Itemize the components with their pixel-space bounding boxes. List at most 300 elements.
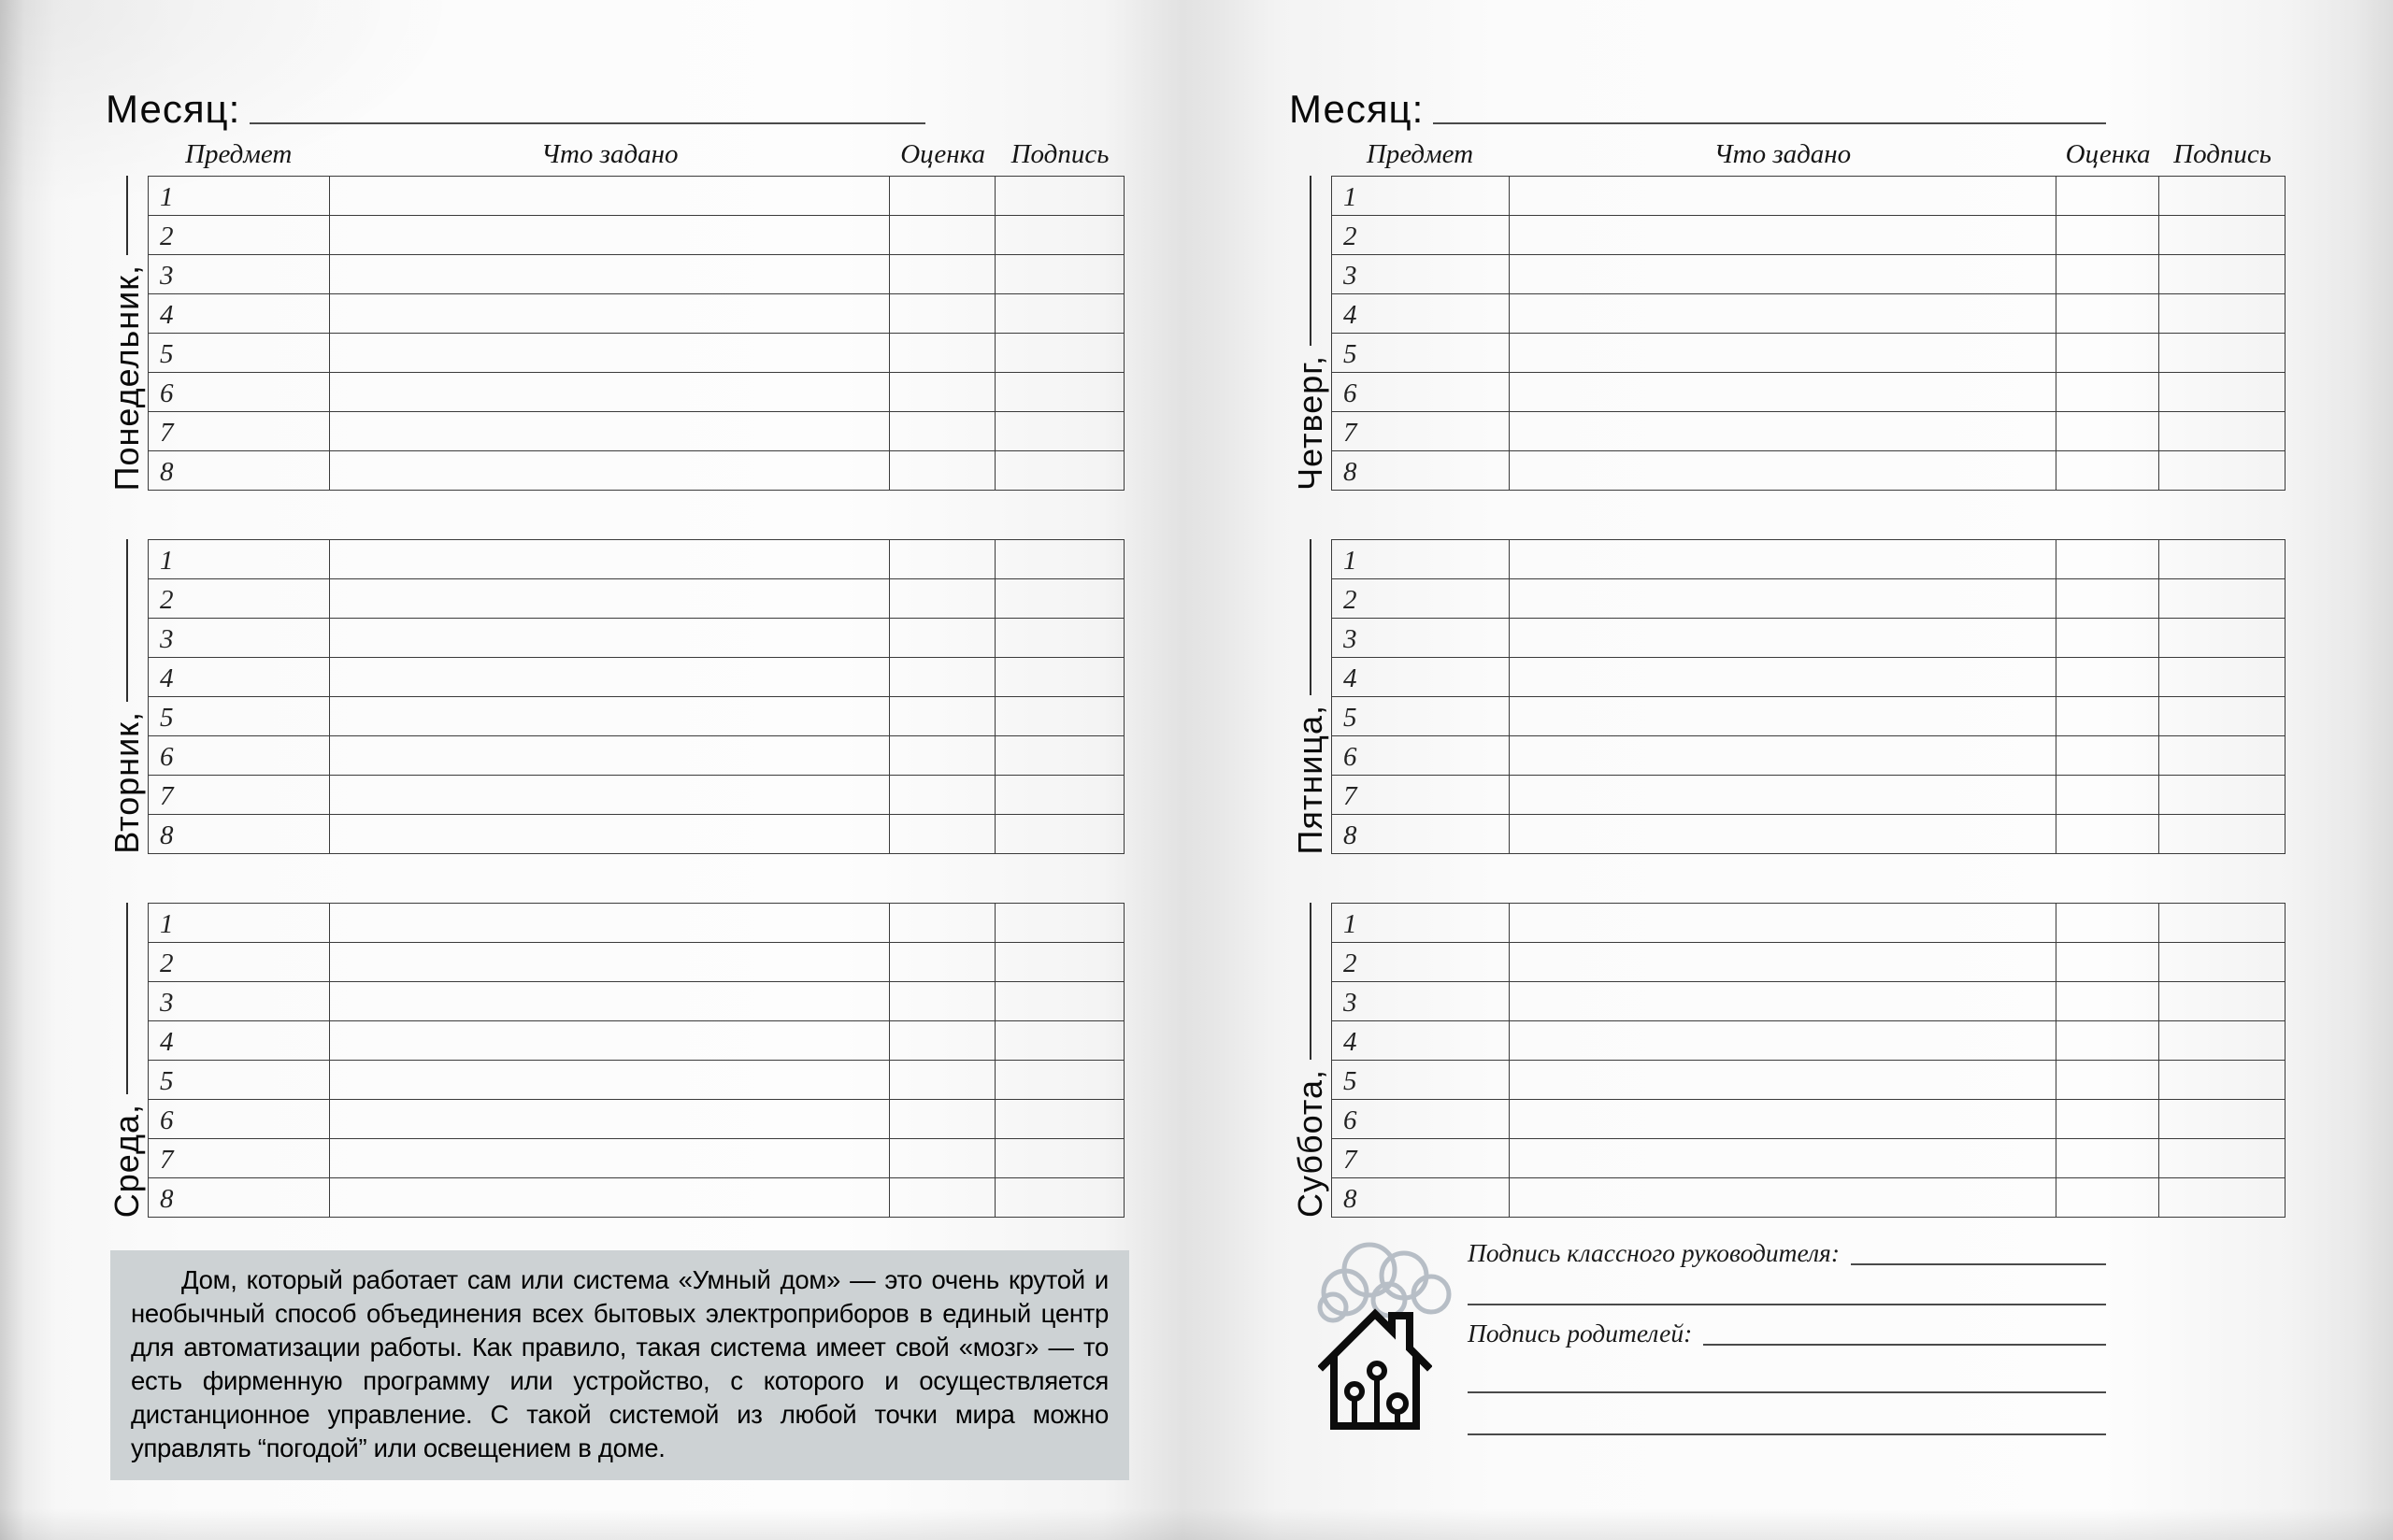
column-headers: [1331, 138, 2286, 170]
signature-cell[interactable]: [2159, 1100, 2286, 1139]
period-number: 2: [1343, 585, 1357, 615]
lesson-row: [1332, 255, 2286, 294]
parents-signature-line-2[interactable]: [1468, 1391, 2106, 1393]
signature-cell[interactable]: [2159, 412, 2286, 451]
signature-cell[interactable]: [2159, 815, 2286, 854]
signature-cell[interactable]: [2159, 776, 2286, 815]
grade-cell[interactable]: [2056, 540, 2159, 579]
signature-cell[interactable]: [996, 255, 1125, 294]
period-number: 6: [160, 378, 174, 408]
signature-cell[interactable]: [2159, 736, 2286, 776]
grade-cell[interactable]: [890, 982, 996, 1021]
signature-cell[interactable]: [2159, 943, 2286, 982]
homework-cell[interactable]: [330, 294, 890, 334]
subject-cell[interactable]: [149, 373, 330, 412]
homework-cell[interactable]: [1509, 1061, 2056, 1100]
homework-cell[interactable]: [330, 373, 890, 412]
homework-cell[interactable]: [1509, 334, 2056, 373]
grade-cell[interactable]: [2056, 658, 2159, 697]
lesson-row: [149, 1139, 1125, 1178]
subject-cell[interactable]: [149, 982, 330, 1021]
signature-cell[interactable]: [996, 540, 1125, 579]
month-input-line[interactable]: [1433, 122, 2106, 124]
grade-cell[interactable]: [2056, 255, 2159, 294]
homework-cell[interactable]: [330, 451, 890, 491]
lesson-row: [1332, 216, 2286, 255]
signature-cell[interactable]: [2159, 1061, 2286, 1100]
lesson-row: [149, 373, 1125, 412]
day-schedule-saturday: [1289, 903, 2286, 1218]
homework-cell[interactable]: [1509, 412, 2056, 451]
signature-cell[interactable]: [2159, 697, 2286, 736]
day-label-column: [106, 539, 148, 854]
homework-cell[interactable]: [330, 1021, 890, 1061]
subject-cell[interactable]: [1332, 943, 1510, 982]
date-input-line[interactable]: [126, 176, 128, 255]
lesson-row: [1332, 177, 2286, 216]
lesson-row: [1332, 1100, 2286, 1139]
grade-cell[interactable]: [890, 412, 996, 451]
grade-cell[interactable]: [2056, 1021, 2159, 1061]
lesson-row: [1332, 904, 2286, 943]
period-number: 2: [160, 948, 174, 978]
homework-cell[interactable]: [1509, 982, 2056, 1021]
grade-cell[interactable]: [890, 1021, 996, 1061]
subject-cell[interactable]: [1332, 540, 1510, 579]
grade-cell[interactable]: [2056, 1061, 2159, 1100]
homework-cell[interactable]: [330, 1100, 890, 1139]
homework-cell[interactable]: [1509, 815, 2056, 854]
day-label-column: [106, 176, 148, 491]
homework-cell[interactable]: [330, 1061, 890, 1100]
day-name: Вторник,: [107, 711, 146, 854]
lesson-row: [149, 451, 1125, 491]
lesson-row: [1332, 1061, 2286, 1100]
subject-cell[interactable]: [1332, 1139, 1510, 1178]
homework-cell[interactable]: [330, 697, 890, 736]
homework-cell[interactable]: [330, 619, 890, 658]
lesson-row: [1332, 776, 2286, 815]
homework-cell[interactable]: [330, 943, 890, 982]
subject-cell[interactable]: [149, 619, 330, 658]
homework-cell[interactable]: [330, 579, 890, 619]
period-number: 4: [160, 1027, 174, 1057]
signature-cell[interactable]: [996, 776, 1125, 815]
signature-cell[interactable]: [996, 943, 1125, 982]
signature-cell[interactable]: [2159, 1139, 2286, 1178]
date-input-line[interactable]: [126, 903, 128, 1094]
homework-cell[interactable]: [330, 658, 890, 697]
signature-cell[interactable]: [2159, 540, 2286, 579]
homework-cell[interactable]: [330, 815, 890, 854]
subject-cell[interactable]: [149, 294, 330, 334]
signature-cell[interactable]: [996, 334, 1125, 373]
homework-cell[interactable]: [1509, 294, 2056, 334]
signature-cell[interactable]: [2159, 373, 2286, 412]
day-schedule-friday: [1289, 539, 2286, 854]
lesson-row: [149, 255, 1125, 294]
homework-cell[interactable]: [1509, 216, 2056, 255]
header-homework: Что задано: [541, 139, 679, 169]
signature-cell[interactable]: [996, 216, 1125, 255]
subject-cell[interactable]: [1332, 1021, 1510, 1061]
subject-cell[interactable]: [149, 451, 330, 491]
period-number: 1: [1343, 182, 1357, 212]
signature-cell[interactable]: [996, 658, 1125, 697]
signature-cell[interactable]: [996, 815, 1125, 854]
period-number: 3: [1343, 624, 1357, 654]
signature-cell[interactable]: [996, 1100, 1125, 1139]
grade-cell[interactable]: [890, 658, 996, 697]
homework-cell[interactable]: [330, 216, 890, 255]
subject-cell[interactable]: [1332, 451, 1510, 491]
grade-cell[interactable]: [890, 255, 996, 294]
lesson-row: [149, 579, 1125, 619]
grade-cell[interactable]: [2056, 1139, 2159, 1178]
homework-cell[interactable]: [330, 736, 890, 776]
lesson-row: [149, 697, 1125, 736]
subject-cell[interactable]: [149, 904, 330, 943]
signature-cell[interactable]: [996, 373, 1125, 412]
grade-cell[interactable]: [890, 373, 996, 412]
homework-cell[interactable]: [330, 776, 890, 815]
homework-cell[interactable]: [330, 904, 890, 943]
homework-cell[interactable]: [1509, 736, 2056, 776]
lesson-row: [149, 658, 1125, 697]
header-grade: Оценка: [2065, 139, 2151, 169]
homework-cell[interactable]: [1509, 776, 2056, 815]
grade-cell[interactable]: [2056, 904, 2159, 943]
lesson-row: [149, 1100, 1125, 1139]
period-number: 1: [160, 182, 174, 212]
homework-cell[interactable]: [330, 255, 890, 294]
lesson-row: [149, 904, 1125, 943]
header-grade: Оценка: [900, 139, 985, 169]
day-label-column: [1289, 176, 1331, 491]
period-number: 5: [160, 1066, 174, 1096]
lesson-row: [1332, 540, 2286, 579]
lesson-row: [1332, 697, 2286, 736]
period-number: 1: [160, 546, 174, 576]
signature-cell[interactable]: [2159, 451, 2286, 491]
signature-cell[interactable]: [2159, 982, 2286, 1021]
homework-cell[interactable]: [330, 1139, 890, 1178]
period-number: 6: [1343, 378, 1357, 408]
grade-cell[interactable]: [2056, 1100, 2159, 1139]
period-number: 5: [1343, 703, 1357, 733]
homework-cell[interactable]: [1509, 697, 2056, 736]
homework-cell[interactable]: [1509, 658, 2056, 697]
lesson-row: [1332, 1021, 2286, 1061]
signature-cell[interactable]: [2159, 1178, 2286, 1218]
grade-cell[interactable]: [2056, 697, 2159, 736]
subject-cell[interactable]: [1332, 177, 1510, 216]
period-number: 2: [1343, 948, 1357, 978]
day-schedule-tuesday: [106, 539, 1125, 854]
grade-cell[interactable]: [2056, 982, 2159, 1021]
subject-cell[interactable]: [1332, 334, 1510, 373]
grade-cell[interactable]: [890, 334, 996, 373]
homework-cell[interactable]: [1509, 1021, 2056, 1061]
header-signature: Подпись: [1010, 139, 1110, 169]
lesson-row: [1332, 943, 2286, 982]
grade-cell[interactable]: [890, 1100, 996, 1139]
period-number: 4: [1343, 300, 1357, 330]
homework-cell[interactable]: [1509, 177, 2056, 216]
smart-home-info-box: Дом, который работает сам или система «Умный дом» — это очень крутой и необычный способ объединения всех бытовых электроприборов в единый центр для автоматизации работы. Как правило, такая система имеет свой «мозг» — то есть фирменную программу или устройство, с которого и осуществляется дистанционное управление. С такой системой из любой точки мира можно управлять “погодой” или освещением в доме.: [110, 1250, 1129, 1480]
subject-cell[interactable]: [1332, 904, 1510, 943]
signature-cell[interactable]: [996, 412, 1125, 451]
subject-cell[interactable]: [149, 736, 330, 776]
homework-cell[interactable]: [1509, 1178, 2056, 1218]
day-label-column: [1289, 903, 1331, 1218]
subject-cell[interactable]: [149, 334, 330, 373]
grade-cell[interactable]: [890, 904, 996, 943]
period-number: 2: [160, 585, 174, 615]
subject-cell[interactable]: [149, 412, 330, 451]
homework-cell[interactable]: [330, 982, 890, 1021]
grade-cell[interactable]: [2056, 619, 2159, 658]
lesson-row: [1332, 658, 2286, 697]
signature-cell[interactable]: [2159, 255, 2286, 294]
signature-cell[interactable]: [996, 982, 1125, 1021]
subject-cell[interactable]: [149, 697, 330, 736]
period-number: 5: [1343, 339, 1357, 369]
period-number: 5: [1343, 1066, 1357, 1096]
schedule-table: [148, 539, 1125, 854]
homework-cell[interactable]: [1509, 540, 2056, 579]
lesson-row: [149, 334, 1125, 373]
subject-cell[interactable]: [1332, 736, 1510, 776]
subject-cell[interactable]: [149, 1021, 330, 1061]
signature-cell[interactable]: [996, 1061, 1125, 1100]
period-number: 7: [1343, 418, 1357, 448]
grade-cell[interactable]: [2056, 1178, 2159, 1218]
signature-cell[interactable]: [996, 1139, 1125, 1178]
subject-cell[interactable]: [149, 579, 330, 619]
signature-cell[interactable]: [996, 904, 1125, 943]
lesson-row: [1332, 815, 2286, 854]
grade-cell[interactable]: [2056, 216, 2159, 255]
subject-cell[interactable]: [149, 1178, 330, 1218]
lesson-row: [1332, 736, 2286, 776]
period-number: 6: [1343, 742, 1357, 772]
period-number: 8: [1343, 1184, 1357, 1214]
signature-cell[interactable]: [2159, 294, 2286, 334]
grade-cell[interactable]: [890, 776, 996, 815]
grade-cell[interactable]: [890, 579, 996, 619]
grade-cell[interactable]: [890, 619, 996, 658]
subject-cell[interactable]: [1332, 658, 1510, 697]
signature-cell[interactable]: [996, 697, 1125, 736]
period-number: 7: [1343, 781, 1357, 811]
subject-cell[interactable]: [149, 1061, 330, 1100]
teacher-signature-line[interactable]: [1851, 1263, 2106, 1265]
homework-cell[interactable]: [1509, 619, 2056, 658]
homework-cell[interactable]: [1509, 943, 2056, 982]
grade-cell[interactable]: [890, 697, 996, 736]
grade-cell[interactable]: [890, 1061, 996, 1100]
signature-cell[interactable]: [996, 579, 1125, 619]
subject-cell[interactable]: [1332, 216, 1510, 255]
grade-cell[interactable]: [890, 943, 996, 982]
homework-cell[interactable]: [330, 177, 890, 216]
lesson-row: [149, 619, 1125, 658]
subject-cell[interactable]: [1332, 373, 1510, 412]
subject-cell[interactable]: [149, 658, 330, 697]
grade-cell[interactable]: [2056, 815, 2159, 854]
subject-cell[interactable]: [1332, 255, 1510, 294]
homework-cell[interactable]: [1509, 1100, 2056, 1139]
period-number: 2: [1343, 221, 1357, 251]
grade-cell[interactable]: [890, 177, 996, 216]
subject-cell[interactable]: [149, 1139, 330, 1178]
homework-cell[interactable]: [330, 1178, 890, 1218]
homework-cell[interactable]: [330, 412, 890, 451]
day-name: Пятница,: [1290, 704, 1329, 854]
homework-cell[interactable]: [1509, 579, 2056, 619]
grade-cell[interactable]: [890, 815, 996, 854]
subject-cell[interactable]: [149, 815, 330, 854]
signature-cell[interactable]: [996, 451, 1125, 491]
homework-cell[interactable]: [1509, 451, 2056, 491]
parents-signature-line[interactable]: [1703, 1344, 2106, 1346]
homework-cell[interactable]: [1509, 255, 2056, 294]
grade-cell[interactable]: [890, 1178, 996, 1218]
smart-home-icon: [1318, 1304, 1432, 1434]
signature-cell[interactable]: [2159, 904, 2286, 943]
subject-cell[interactable]: [149, 255, 330, 294]
smart-home-illustration: [1302, 1236, 1480, 1451]
subject-cell[interactable]: [1332, 579, 1510, 619]
signature-cell[interactable]: [2159, 579, 2286, 619]
homework-cell[interactable]: [1509, 373, 2056, 412]
grade-cell[interactable]: [2056, 177, 2159, 216]
schedule-table: [148, 176, 1125, 491]
period-number: 8: [160, 457, 174, 487]
grade-cell[interactable]: [890, 294, 996, 334]
month-input-line[interactable]: [250, 122, 925, 124]
lesson-row: [1332, 619, 2286, 658]
subject-cell[interactable]: [149, 776, 330, 815]
signature-cell[interactable]: [996, 177, 1125, 216]
homework-cell[interactable]: [1509, 1139, 2056, 1178]
parents-signature-label: Подпись родителей:: [1468, 1319, 1693, 1348]
homework-cell[interactable]: [1509, 904, 2056, 943]
teacher-signature-label: Подпись классного руководителя:: [1468, 1238, 1840, 1267]
date-input-line[interactable]: [1310, 903, 1311, 1060]
teacher-signature-line-2[interactable]: [1468, 1304, 2106, 1305]
date-input-line[interactable]: [126, 539, 128, 702]
grade-cell[interactable]: [2056, 579, 2159, 619]
signature-cell[interactable]: [996, 294, 1125, 334]
date-input-line[interactable]: [1310, 176, 1311, 346]
lesson-row: [149, 177, 1125, 216]
grade-cell[interactable]: [2056, 373, 2159, 412]
subject-cell[interactable]: [149, 540, 330, 579]
period-number: 8: [160, 820, 174, 850]
header-homework: Что задано: [1713, 139, 1852, 169]
day-name: Суббота,: [1290, 1069, 1329, 1218]
signature-cell[interactable]: [2159, 216, 2286, 255]
lesson-row: [1332, 1139, 2286, 1178]
signature-area: [1289, 1236, 2286, 1461]
period-number: 4: [1343, 663, 1357, 693]
lesson-row: [1332, 1178, 2286, 1218]
period-number: 4: [160, 300, 174, 330]
subject-cell[interactable]: [1332, 697, 1510, 736]
header-subject: Предмет: [1366, 139, 1474, 169]
grade-cell[interactable]: [2056, 736, 2159, 776]
grade-cell[interactable]: [890, 216, 996, 255]
subject-cell[interactable]: [1332, 776, 1510, 815]
subject-cell[interactable]: [1332, 1178, 1510, 1218]
grade-cell[interactable]: [890, 451, 996, 491]
subject-cell[interactable]: [1332, 412, 1510, 451]
subject-cell[interactable]: [149, 216, 330, 255]
signature-cell[interactable]: [996, 1021, 1125, 1061]
grade-cell[interactable]: [890, 736, 996, 776]
grade-cell[interactable]: [2056, 334, 2159, 373]
day-label-column: [1289, 539, 1331, 854]
subject-cell[interactable]: [1332, 982, 1510, 1021]
grade-cell[interactable]: [2056, 776, 2159, 815]
right-page: [1289, 87, 2286, 1461]
homework-cell[interactable]: [330, 540, 890, 579]
grade-cell[interactable]: [2056, 451, 2159, 491]
subject-cell[interactable]: [149, 1100, 330, 1139]
signature-cell[interactable]: [996, 1178, 1125, 1218]
homework-cell[interactable]: [330, 334, 890, 373]
day-name: Понедельник,: [107, 264, 146, 491]
lesson-row: [149, 1021, 1125, 1061]
period-number: 8: [160, 1184, 174, 1214]
subject-cell[interactable]: [1332, 294, 1510, 334]
lesson-row: [149, 776, 1125, 815]
period-number: 6: [160, 1105, 174, 1135]
grade-cell[interactable]: [890, 540, 996, 579]
subject-cell[interactable]: [149, 177, 330, 216]
signature-cell[interactable]: [2159, 619, 2286, 658]
grade-cell[interactable]: [2056, 412, 2159, 451]
signature-cell[interactable]: [2159, 177, 2286, 216]
parents-signature-line-3[interactable]: [1468, 1433, 2106, 1435]
period-number: 7: [160, 781, 174, 811]
subject-cell[interactable]: [1332, 815, 1510, 854]
subject-cell[interactable]: [1332, 619, 1510, 658]
period-number: 3: [160, 624, 174, 654]
grade-cell[interactable]: [890, 1139, 996, 1178]
lesson-row: [1332, 294, 2286, 334]
period-number: 3: [160, 988, 174, 1018]
period-number: 3: [160, 261, 174, 291]
date-input-line[interactable]: [1310, 539, 1311, 695]
signature-cell[interactable]: [2159, 1021, 2286, 1061]
period-number: 5: [160, 339, 174, 369]
grade-cell[interactable]: [2056, 294, 2159, 334]
subject-cell[interactable]: [1332, 1061, 1510, 1100]
header-signature: Подпись: [2173, 139, 2271, 169]
signature-cell[interactable]: [2159, 658, 2286, 697]
grade-cell[interactable]: [2056, 943, 2159, 982]
subject-cell[interactable]: [149, 943, 330, 982]
signature-cell[interactable]: [996, 736, 1125, 776]
signature-cell[interactable]: [996, 619, 1125, 658]
lesson-row: [1332, 579, 2286, 619]
subject-cell[interactable]: [1332, 1100, 1510, 1139]
lesson-row: [1332, 982, 2286, 1021]
signature-cell[interactable]: [2159, 334, 2286, 373]
